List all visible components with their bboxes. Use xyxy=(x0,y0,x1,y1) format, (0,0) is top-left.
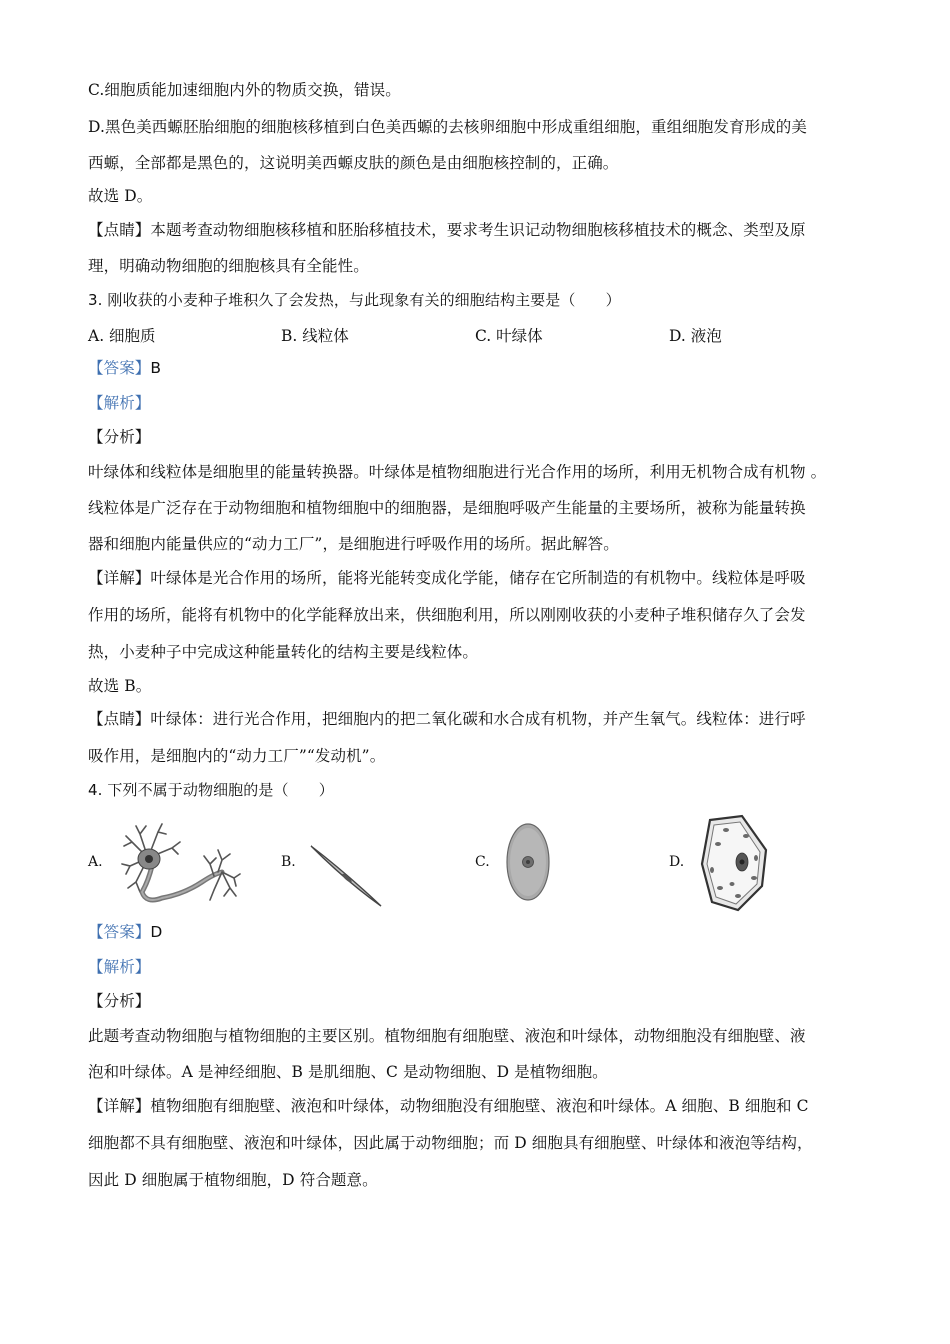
prev-option-c: C.细胞质能加速细胞内外的物质交换，错误。 xyxy=(88,81,401,99)
q3-tip-line2: 吸作用，是细胞内的“动力工厂”“发动机”。 xyxy=(88,747,386,765)
q4-answer xyxy=(88,922,162,942)
animal-cell-figure xyxy=(505,822,551,902)
q3-detail-line3: 热，小麦种子中完成这种能量转化的结构主要是线粒体。 xyxy=(88,643,479,661)
prev-option-d-line1: D.黑色美西螈胚胎细胞的细胞核移植到白色美西螈的去核卵细胞中形成重组细胞，重组细胞发育形成的美 xyxy=(88,118,808,136)
answer-value: D xyxy=(150,923,163,941)
q3-detail-line2: 作用的场所，能将有机物中的化学能释放出来，供细胞利用，所以刚刚收获的小麦种子堆积储存久了会发 xyxy=(88,606,806,624)
q3-analysis-line1: 叶绿体和线粒体是细胞里的能量转换器。叶绿体是植物细胞进行光合作用的场所，利用无机物合成有机物 。 xyxy=(88,463,827,481)
q4-stem: 4. 下列不属于动物细胞的是（ ） xyxy=(88,781,334,799)
q3-analysis-tag: 【解析】 xyxy=(88,394,151,412)
q3-detail-line1: 【详解】叶绿体是光合作用的场所，能将光能转变成化学能，储存在它所制造的有机物中。线粒体是呼吸 xyxy=(88,569,806,587)
neuron-figure xyxy=(118,820,243,910)
q4-figure-label-a: A. xyxy=(88,854,103,870)
answer-tag: 【答案】 xyxy=(88,923,151,941)
q3-option-b: B. 线粒体 xyxy=(281,327,349,345)
q3-option-c: C. 叶绿体 xyxy=(475,327,543,345)
prev-tip-line1: 【点睛】本题考查动物细胞核移植和胚胎移植技术，要求考生识记动物细胞核移植技术的概念、类型及原 xyxy=(88,221,806,239)
q4-detail-line2: 细胞都不具有细胞壁、液泡和叶绿体，因此属于动物细胞；而 D 细胞具有细胞壁、叶绿体和液泡等结构， xyxy=(88,1134,813,1152)
plant-cell-figure xyxy=(698,814,772,912)
prev-option-d-line2: 西螈，全部都是黑色的，这说明美西螈皮肤的颜色是由细胞核控制的，正确。 xyxy=(88,154,619,172)
q3-tip-line1: 【点睛】叶绿体：进行光合作用，把细胞内的把二氧化碳和水合成有机物，并产生氧气。线粒体：进行呼 xyxy=(88,710,806,728)
q3-option-a: A. 细胞质 xyxy=(88,327,156,345)
answer-value: B xyxy=(150,359,162,377)
answer-tag: 【答案】 xyxy=(88,359,151,377)
q3-answer xyxy=(88,358,161,378)
q4-analysis-tag: 【解析】 xyxy=(88,958,151,976)
q4-analysis-line2: 泡和叶绿体。A 是神经细胞、B 是肌细胞、C 是动物细胞、D 是植物细胞。 xyxy=(88,1063,608,1081)
q3-stem: 3. 刚收获的小麦种子堆积久了会发热，与此现象有关的细胞结构主要是（ ） xyxy=(88,291,621,309)
q4-figure-label-c: C. xyxy=(475,854,490,870)
q3-analysis-line2: 线粒体是广泛存在于动物细胞和植物细胞中的细胞器，是细胞呼吸产生能量的主要场所，被称为能量转换 xyxy=(88,499,806,517)
q3-option-d: D. 液泡 xyxy=(669,327,722,345)
prev-choice: 故选 D。 xyxy=(88,187,153,205)
q3-fenxi-tag: 【分析】 xyxy=(88,428,151,446)
prev-tip-line2: 理，明确动物细胞的细胞核具有全能性。 xyxy=(88,257,369,275)
q4-detail-line1: 【详解】植物细胞有细胞壁、液泡和叶绿体，动物细胞没有细胞壁、液泡和叶绿体。A 细胞、B 细胞和 C xyxy=(88,1097,809,1115)
q4-analysis-line1: 此题考查动物细胞与植物细胞的主要区别。植物细胞有细胞壁、液泡和叶绿体，动物细胞没有细胞壁、液 xyxy=(88,1027,806,1045)
q4-detail-line3: 因此 D 细胞属于植物细胞，D 符合题意。 xyxy=(88,1171,378,1189)
q3-analysis-line3: 器和细胞内能量供应的“动力工厂”，是细胞进行呼吸作用的场所。据此解答。 xyxy=(88,535,619,553)
q3-choice: 故选 B。 xyxy=(88,677,152,695)
q4-figure-label-b: B. xyxy=(281,854,296,870)
muscle-cell-figure xyxy=(305,842,385,910)
q4-figure-label-d: D. xyxy=(669,854,685,870)
q4-fenxi-tag: 【分析】 xyxy=(88,992,151,1010)
